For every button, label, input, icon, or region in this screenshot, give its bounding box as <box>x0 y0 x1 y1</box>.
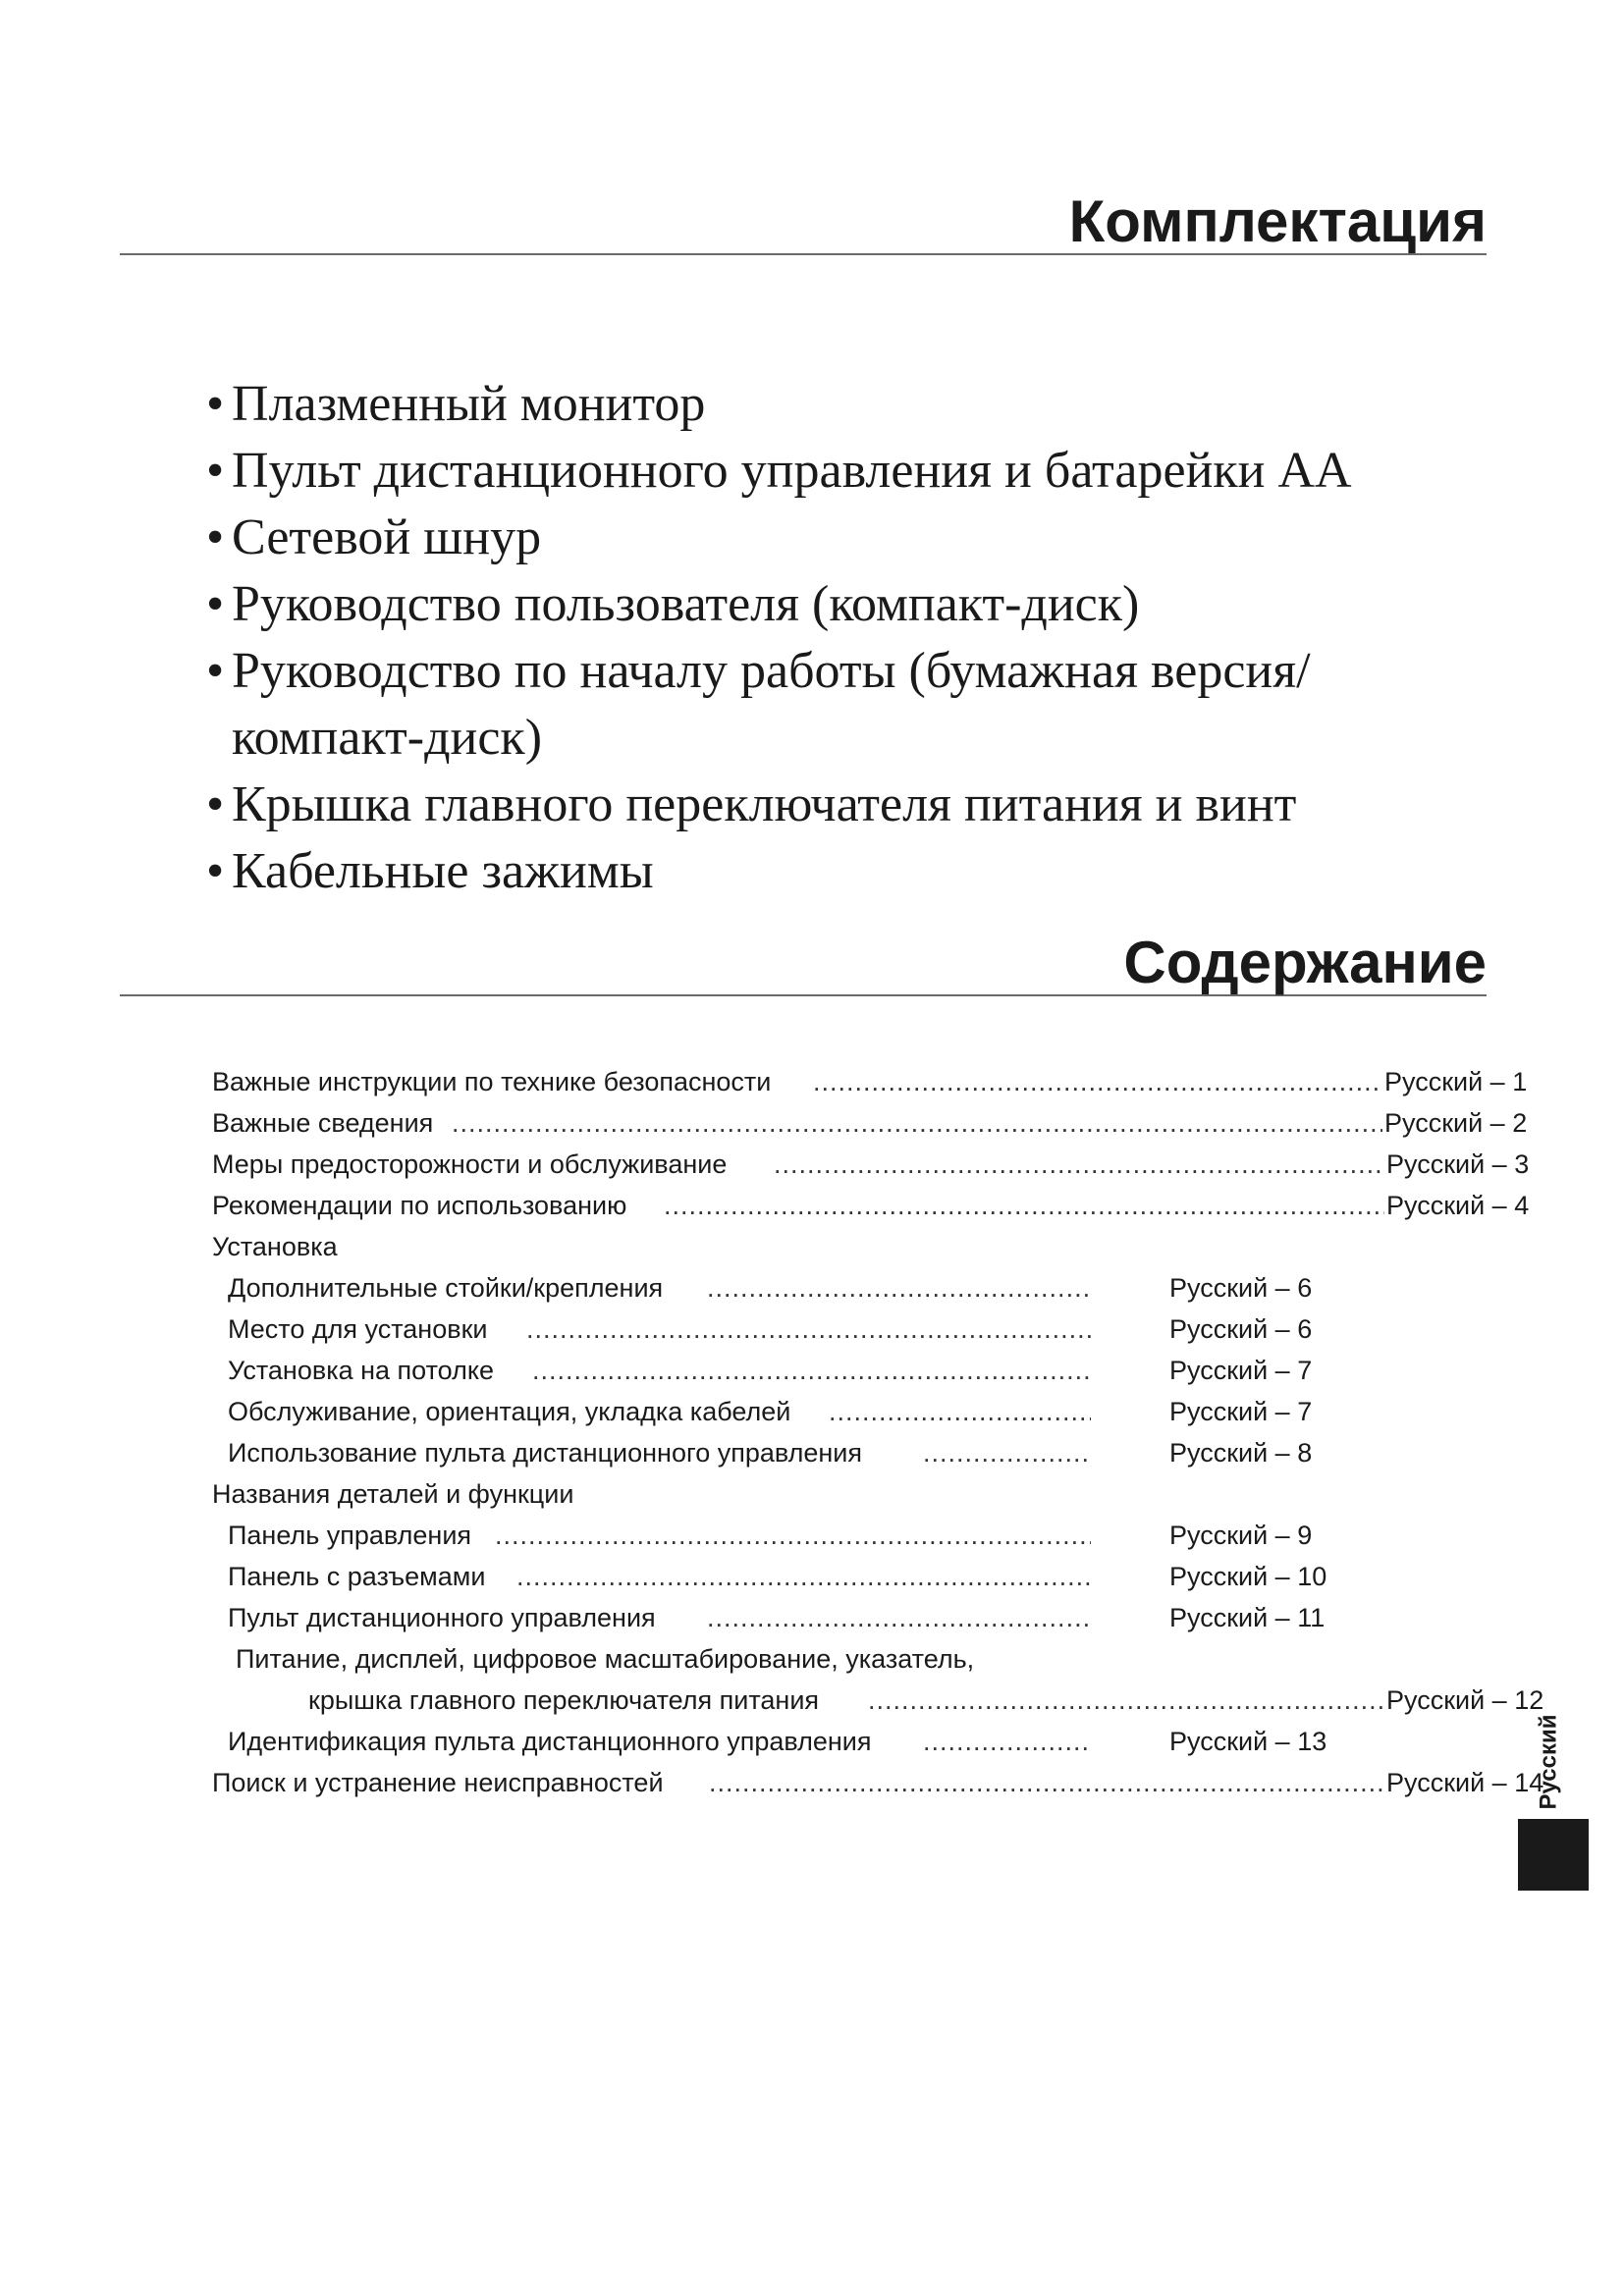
toc-leader-dots <box>829 1391 1091 1432</box>
toc-leader-dots <box>526 1308 1091 1350</box>
toc-leader-dots <box>495 1515 1091 1556</box>
toc-page: Русский – 7 <box>1169 1356 1313 1385</box>
toc-page: Русский – 6 <box>1169 1314 1313 1344</box>
list-item-text: Руководство пользователя (компакт-диск) <box>232 576 1140 632</box>
toc-leader-dots <box>923 1721 1091 1762</box>
toc-page: Русский – 10 <box>1169 1562 1327 1591</box>
toc-row[interactable] <box>212 1721 1341 1762</box>
toc-row[interactable] <box>212 1515 1341 1556</box>
list-item-text: Крышка главного переключателя питания и винт <box>232 776 1297 832</box>
bullet: • <box>206 443 225 499</box>
list-item <box>206 638 1483 705</box>
toc-row[interactable] <box>212 1680 1544 1721</box>
bullet: • <box>206 576 225 632</box>
toc-heading-row[interactable] <box>212 1473 1341 1515</box>
toc-leader-dots <box>664 1185 1384 1226</box>
toc-title: Питание, дисплей, цифровое масштабирование, указатель, <box>236 1644 975 1674</box>
list-item-text: Сетевой шнур <box>232 509 542 565</box>
toc-row[interactable] <box>212 1391 1341 1432</box>
bullet: • <box>206 509 225 565</box>
toc-row[interactable] <box>212 1308 1341 1350</box>
toc-heading-row[interactable] <box>212 1638 1341 1680</box>
toc-row[interactable] <box>212 1102 1528 1144</box>
toc-row[interactable] <box>212 1144 1530 1185</box>
language-tab-label <box>1534 1698 1563 1826</box>
list-item-text: Руководство по началу работы (бумажная версия/ <box>232 643 1311 699</box>
toc-page: Русский – 14 <box>1386 1768 1544 1797</box>
toc-title: Установка на потолке <box>228 1356 494 1385</box>
bullet: • <box>206 843 225 899</box>
toc-leader-dots <box>707 1267 1091 1308</box>
toc-title: Пульт дистанционного управления <box>228 1603 656 1632</box>
toc-leader-dots <box>923 1432 1091 1473</box>
bullet: • <box>206 376 225 432</box>
toc-title: крышка главного переключателя питания <box>308 1685 820 1715</box>
toc-row[interactable] <box>212 1350 1341 1391</box>
language-tab-marker <box>1518 1819 1589 1891</box>
toc-title: Место для установки <box>228 1314 488 1344</box>
toc-leader-dots <box>452 1102 1382 1144</box>
toc-title: Важные инструкции по технике безопасности <box>212 1067 772 1096</box>
list-item-continuation <box>206 705 1483 772</box>
toc-title: Поиск и устранение неисправностей <box>212 1768 664 1797</box>
list-item <box>206 438 1483 505</box>
toc-row[interactable] <box>212 1267 1341 1308</box>
table-of-contents <box>212 1061 1544 1803</box>
list-item <box>206 505 1483 571</box>
toc-row[interactable] <box>212 1185 1530 1226</box>
toc-title: Обслуживание, ориентация, укладка кабелей <box>228 1397 791 1426</box>
toc-title: Важные сведения <box>212 1108 434 1138</box>
toc-row[interactable] <box>212 1061 1528 1102</box>
toc-leader-dots <box>774 1144 1384 1185</box>
toc-leader-dots <box>532 1350 1091 1391</box>
toc-page: Русский – 9 <box>1169 1521 1313 1550</box>
section-heading-complect <box>120 188 1487 255</box>
section-heading-contents <box>120 930 1487 996</box>
toc-row[interactable] <box>212 1432 1341 1473</box>
toc-leader-dots <box>709 1762 1384 1803</box>
toc-title: Установка <box>212 1232 338 1261</box>
toc-title: Панель с разъемами <box>228 1562 486 1591</box>
toc-title: Рекомендации по использованию <box>212 1191 627 1220</box>
toc-row[interactable] <box>212 1556 1341 1597</box>
toc-leader-dots <box>707 1597 1091 1638</box>
toc-page: Русский – 1 <box>1384 1067 1528 1096</box>
toc-row[interactable] <box>212 1597 1341 1638</box>
toc-page: Русский – 3 <box>1386 1149 1530 1179</box>
package-contents-list <box>206 371 1483 905</box>
bullet: • <box>206 776 225 832</box>
list-item <box>206 371 1483 438</box>
list-item-text: Кабельные зажимы <box>232 843 654 899</box>
toc-page: Русский – 4 <box>1386 1191 1530 1220</box>
toc-page: Русский – 6 <box>1169 1273 1313 1303</box>
toc-heading-row[interactable] <box>212 1226 1341 1267</box>
toc-page: Русский – 7 <box>1169 1397 1313 1426</box>
toc-title: Использование пульта дистанционного управления <box>228 1438 863 1468</box>
language-tab-text: Русский <box>1535 1714 1562 1810</box>
toc-page: Русский – 12 <box>1386 1685 1544 1715</box>
list-item-text: компакт-диск) <box>232 710 543 766</box>
toc-page: Русский – 2 <box>1384 1108 1528 1138</box>
toc-title: Меры предосторожности и обслуживание <box>212 1149 728 1179</box>
toc-leader-dots <box>868 1680 1384 1721</box>
section-title-complect: Комплектация <box>1068 188 1487 254</box>
list-item <box>206 838 1483 905</box>
toc-title: Идентификация пульта дистанционного управления <box>228 1727 872 1756</box>
toc-title: Дополнительные стойки/крепления <box>228 1273 664 1303</box>
toc-leader-dots <box>516 1556 1091 1597</box>
section-title-contents: Содержание <box>1123 930 1487 995</box>
list-item <box>206 571 1483 638</box>
toc-page: Русский – 13 <box>1169 1727 1327 1756</box>
toc-leader-dots <box>813 1061 1382 1102</box>
toc-row[interactable] <box>212 1762 1544 1803</box>
list-item-text: Плазменный монитор <box>232 376 706 432</box>
toc-page: Русский – 8 <box>1169 1438 1313 1468</box>
list-item-text: Пульт дистанционного управления и батарейки АА <box>232 443 1352 499</box>
bullet: • <box>206 643 225 699</box>
toc-title: Панель управления <box>228 1521 472 1550</box>
toc-title: Названия деталей и функции <box>212 1479 574 1509</box>
toc-page: Русский – 11 <box>1169 1603 1326 1632</box>
list-item <box>206 772 1483 838</box>
